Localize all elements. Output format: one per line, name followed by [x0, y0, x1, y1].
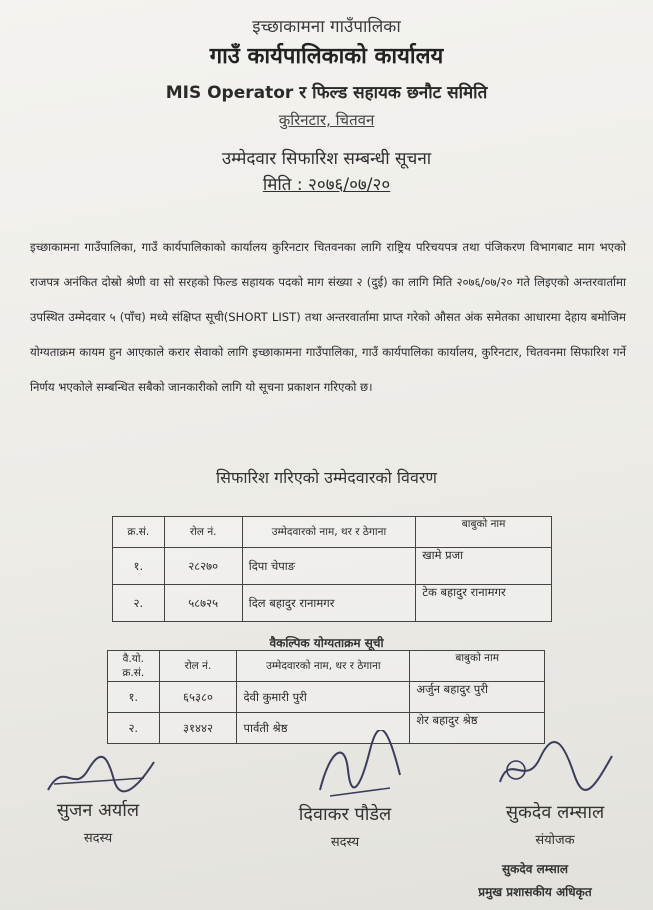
row-sn: १.	[113, 548, 165, 585]
committee-name: MIS Operator र फिल्ड सहायक छनौट समिति	[165, 83, 488, 103]
table-row	[113, 585, 552, 622]
signatory-name: दिवाकर पौडेल	[298, 804, 392, 825]
row-sn: २.	[108, 713, 160, 744]
row-roll: ५८७२५	[164, 585, 242, 622]
header-name: उम्मेदवारको नाम, थर र ठेगाना	[242, 517, 415, 548]
table-row	[113, 548, 552, 585]
row-sn: २.	[113, 585, 165, 622]
signatory-role: सदस्य	[330, 835, 360, 850]
signatory-role: संयोजक	[535, 833, 575, 848]
row-name: दिपा चेपाङ	[242, 548, 415, 585]
cao-title: प्रमुख प्रशासकीय अधिकृत	[478, 885, 592, 899]
signature-scribble-1	[44, 750, 164, 800]
signature-scribble-2	[300, 730, 420, 800]
signatory-name: सुकदेव लम्साल	[505, 802, 605, 823]
notice-body: इच्छाकामना गाउँपालिका, गाउँ कार्यपालिकाको कार्यालय कुरिनटार चितवनका लागि राष्ट्रिय परिचयपत्र तथा पंजिकरण विभागबाट माग भएको राजपत्र अनंकित दोस्रो श्रेणी वा सो सरहको फिल्ड सहायक पदको माग संख्या २ (दुई) का लागि मिति २०७६/०७/२० गते लिइएको अन्तरवार्तामा उपस्थित उम्मेदवार ५ (पाँच) मध्ये संक्षिप्त सूची(SHORT LIST) तथा अन्तरवार्तामा प्राप्त गरेको औसत अंक समेतका आधारमा देहाय बमोजिम योग्यताक्रम कायम हुन आएकाले करार सेवाको लागि इच्छाकामना गाउँपालिका, गाउँ कार्यपालिका कार्यालय, कुरिनटार, चितवनमा सिफारिश गर्ने निर्णय भएकोले सम्बन्धित सबैको जानकारीको लागि यो सूचना प्रकाशन गरिएको छ।	[30, 240, 626, 394]
recommended-table-title: सिफारिश गरिएको उम्मेदवारको विवरण	[216, 468, 437, 487]
row-father: टेक बहादुर रानामगर	[416, 585, 552, 622]
header-name: उम्मेदवारको नाम, थर र ठेगाना	[237, 651, 410, 682]
table-header-row	[108, 651, 545, 682]
header-father: बाबुको नाम	[410, 651, 545, 682]
office-name: गाउँ कार्यपालिकाको कार्यालय	[209, 44, 444, 69]
notice-date: मिति : २०७६/०७/२०	[262, 175, 391, 195]
signature-scribble-3	[490, 738, 620, 802]
row-roll: २८२७०	[164, 548, 242, 585]
signatory-1	[38, 798, 158, 846]
row-father: शेर बहादुर श्रेष्ठ	[410, 713, 545, 744]
signatory-role: सदस्य	[83, 831, 113, 846]
header-father: बाबुको नाम	[416, 517, 552, 548]
row-name: दिल बहादुर रानामगर	[242, 585, 415, 622]
header-sn: क्र.सं.	[113, 517, 165, 548]
row-name: देवी कुमारी पुरी	[237, 682, 410, 713]
alternate-table-title: वैकल्पिक योग्यताक्रम सूची	[269, 636, 384, 650]
office-address: कुरिनटार, चितवन	[278, 111, 375, 129]
table-header-row	[113, 517, 552, 548]
header-roll: रोल नं.	[164, 517, 242, 548]
row-name: पार्वती श्रेष्ठ	[237, 713, 410, 744]
row-father: खामे प्रजा	[416, 548, 552, 585]
notice-title: उम्मेदवार सिफारिश सम्बन्धी सूचना	[221, 149, 432, 169]
header-sn: वै.यो. क्र.सं.	[108, 651, 160, 682]
cao-name: सुकदेव लम्साल	[502, 862, 568, 876]
header-roll: रोल नं.	[159, 651, 237, 682]
signatory-name: सुजन अर्याल	[56, 800, 140, 821]
row-roll: ३१४४२	[159, 713, 237, 744]
row-roll: ६५३८०	[159, 682, 237, 713]
row-father: अर्जुन बहादुर पुरी	[410, 682, 545, 713]
recommended-table	[112, 516, 552, 622]
signatory-2	[275, 802, 415, 850]
table-row	[108, 682, 545, 713]
chief-admin-officer-stamp	[440, 860, 630, 900]
municipality-name: इच्छाकामना गाउँपालिका	[252, 17, 401, 37]
row-sn: १.	[108, 682, 160, 713]
signatory-3	[480, 800, 630, 848]
